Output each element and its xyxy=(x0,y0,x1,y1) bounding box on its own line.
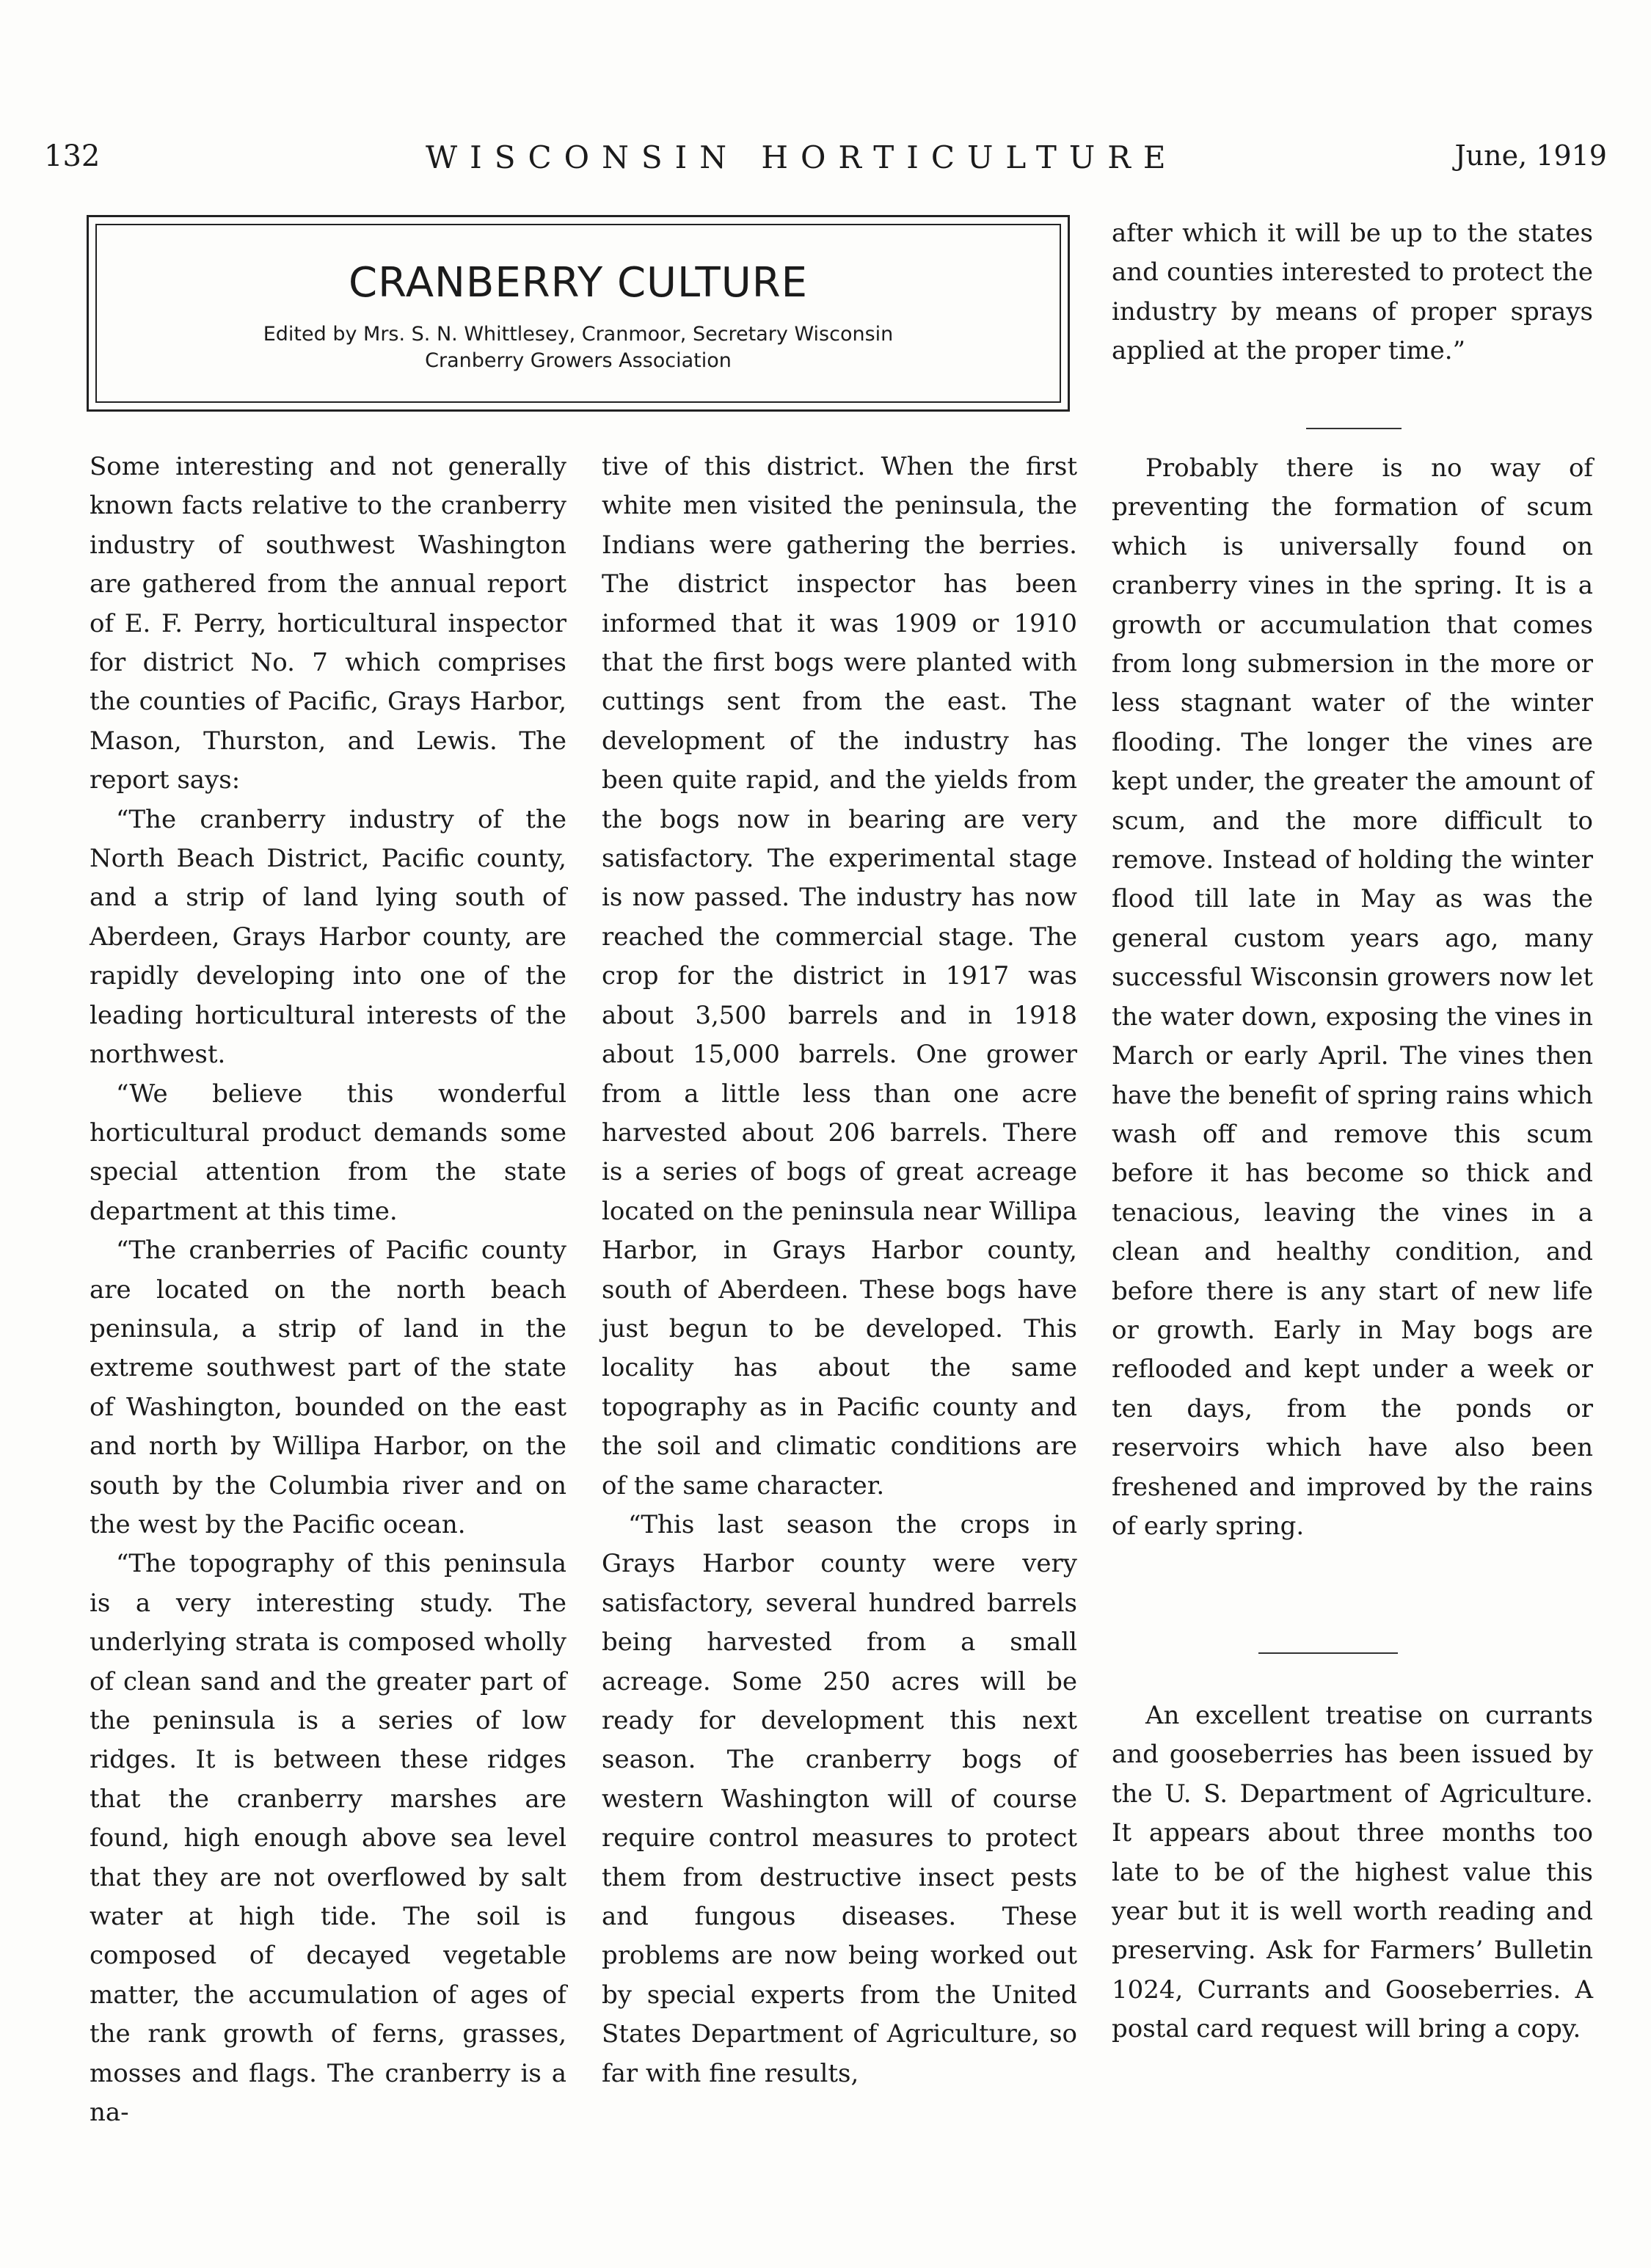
treatise-article xyxy=(1112,1696,1593,2049)
paragraph: Probably there is no way of preventing the formation of scum which is universally found on cranberry vines in the spring. It is a growth or accumulation that comes from long submersion in the more or less stagnant water of the winter flooding. The longer the vines are kept under, the greater the amount of scum, and the more difficult to remove. Instead of holding the winter flood till late in May as was the general custom years ago, many successful Wisconsin growers now let the water down, exposing the vines in March or early April. The vines then have the benefit of spring rains which wash off and remove this scum before it has become so thick and tenacious, leaving the vines in a clean and healthy condition, and before there is any start of new life or growth. Early in May bogs are reflooded and kept under a week or ten days, from the ponds or reservoirs which have also been freshened and improved by the rains of early spring. xyxy=(1112,453,1593,1541)
section-title-box xyxy=(87,215,1070,412)
scum-article xyxy=(1112,449,1593,1546)
issue-date: June, 1919 xyxy=(1454,139,1607,172)
page-number: 132 xyxy=(44,139,101,173)
paragraph: “The cranberries of Pacific county are located on the north beach peninsula, a strip of land in the extreme southwest part of the state of Washington, bounded on the east and north by Willipa Harbor, on the south by the Columbia river and on the west by the Pacific ocean. xyxy=(90,1236,566,1539)
continuation-block xyxy=(1112,214,1593,371)
paragraph: “The cranberry industry of the North Beach District, Pacific county, and a strip of land lying south of Aberdeen, Grays Harbor county, are rapidly developing into one of the leading horticultural interests of the northwest. xyxy=(90,804,566,1070)
editor-credit: Edited by Mrs. S. N. Whittlesey, Cranmoor, Secretary Wisconsin Cranberry Growers Association xyxy=(263,323,894,372)
column-1 xyxy=(90,448,566,2132)
paragraph: “The topography of this peninsula is a very interesting study. The underlying strata is composed wholly of clean sand and the greater part of the peninsula is a series of low ridges. It is between these ridges that the cranberry marshes are found, high enough above sea level that they are not overflowed by salt water at high tide. The soil is composed of decayed vegetable matter, the accumulation of ages of the rank growth of ferns, grasses, mosses and flags. The cranberry is a na- xyxy=(90,1549,566,2128)
section-divider xyxy=(1306,428,1402,429)
section-divider xyxy=(1258,1652,1398,1654)
paragraph: “We believe this wonderful horticultural product demands some special attention from the state department at this time. xyxy=(90,1079,566,1226)
paragraph: “This last season the crops in Grays Harbor county were very satisfactory, several hundred barrels being harvested from a small acreage. Some 250 acres will be ready for development this next season. The cranberry bogs of western Washington will of course require control measures to protect them from destructive insect pests and fungous diseases. These problems are now being worked out by special experts from the United States Department of Agriculture, so far with fine results, xyxy=(602,1509,1077,2088)
running-title: WISCONSIN HORTICULTURE xyxy=(426,139,1178,175)
section-title: CRANBERRY CULTURE xyxy=(348,259,809,307)
paragraph: Some interesting and not generally known facts relative to the cranberry industry of southwest Washington are gathered from the annual report of E. F. Perry, horticultural inspector for district No. 7 which comprises the counties of Pacific, Grays Harbor, Mason, Thurston, and Lewis. The report says: xyxy=(90,452,566,795)
paragraph: after which it will be up to the states and counties interested to protect the industry by means of proper sprays applied at the proper time.” xyxy=(1112,219,1593,366)
section-title-box-inner xyxy=(95,224,1061,403)
running-header xyxy=(44,139,1607,183)
column-2 xyxy=(602,448,1077,2093)
paragraph: An excellent treatise on currants and gooseberries has been issued by the U. S. Department of Agriculture. It appears about three months too late to be of the highest value this year but it is well worth reading and preserving. Ask for Farmers’ Bulletin 1024, Currants and Gooseberries. A postal card request will bring a copy. xyxy=(1112,1701,1593,2044)
paragraph: tive of this district. When the first white men visited the peninsula, the Indians were gathering the berries. The district inspector has been informed that it was 1909 or 1910 that the first bogs were planted with cuttings sent from the east. The development of the industry has been quite rapid, and the yields from the bogs now in bearing are very satisfactory. The experimental stage is now passed. The industry has now reached the commercial stage. The crop for the district in 1917 was about 3,500 barrels and in 1918 about 15,000 barrels. One grower from a little less than one acre harvested about 206 barrels. There is a series of bogs of great acreage located on the peninsula near Willipa Harbor, in Grays Harbor county, south of Aberdeen. These bogs have just begun to be developed. This locality has about the same topography as in Pacific county and the soil and climatic conditions are of the same character. xyxy=(602,452,1077,1501)
